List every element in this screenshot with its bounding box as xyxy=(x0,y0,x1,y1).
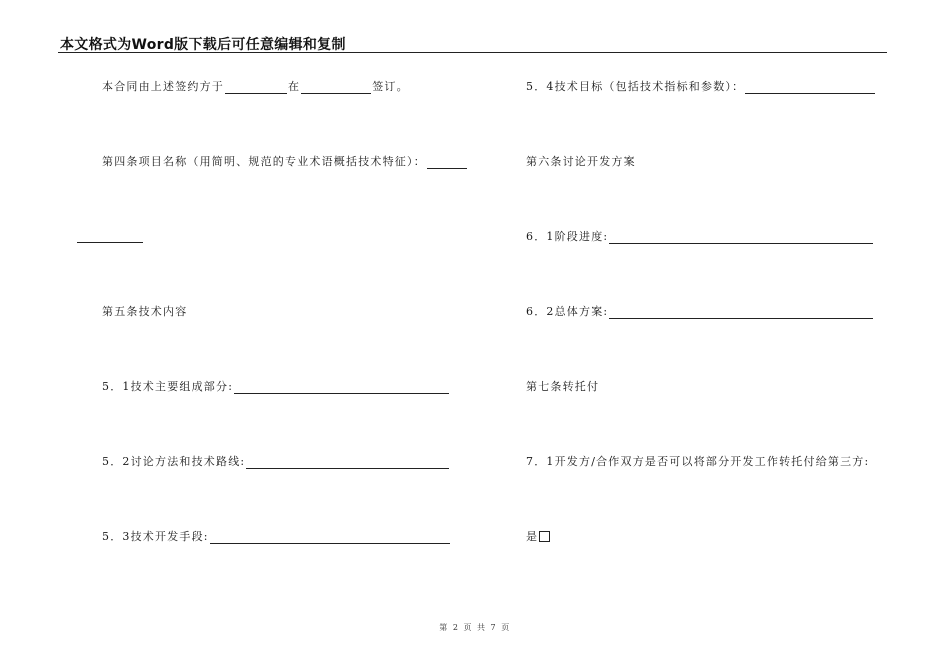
item-6-1 xyxy=(526,230,874,244)
item-6-1-blank[interactable] xyxy=(609,231,873,244)
article-5-text: 第五条技术内容 xyxy=(102,305,188,318)
item-5-2 xyxy=(102,455,450,469)
item-5-3-label: 5．3技术开发手段: xyxy=(102,530,209,543)
signing-text-end: 签订。 xyxy=(372,80,409,93)
item-5-4-blank[interactable] xyxy=(745,81,875,94)
item-5-1-label: 5．1技术主要组成部分: xyxy=(102,380,234,393)
item-5-3-blank[interactable] xyxy=(210,531,450,544)
article-5-heading xyxy=(102,305,187,319)
yes-option-label: 是 xyxy=(526,530,539,543)
document-header-title: 本文格式为Word版下载后可任意编辑和复制 xyxy=(60,37,346,53)
project-name-blank[interactable] xyxy=(427,156,467,169)
signing-text-at: 在 xyxy=(288,80,301,93)
item-5-2-blank[interactable] xyxy=(246,456,449,469)
item-7-1 xyxy=(526,455,869,469)
article-6-heading xyxy=(526,155,636,169)
item-6-2-label: 6．2总体方案: xyxy=(526,305,609,318)
signing-place-blank[interactable] xyxy=(301,81,371,94)
item-6-1-label: 6．1阶段进度: xyxy=(526,230,609,243)
article-4-heading xyxy=(102,155,468,169)
item-5-1 xyxy=(102,380,450,394)
yes-checkbox[interactable] xyxy=(539,531,550,542)
header-divider xyxy=(58,52,887,53)
signing-text-start: 本合同由上述签约方于 xyxy=(102,80,224,93)
article-6-text: 第六条讨论开发方案 xyxy=(526,155,636,168)
item-6-2-blank[interactable] xyxy=(609,306,873,319)
signing-date-blank[interactable] xyxy=(225,81,287,94)
article-4-text: 第四条项目名称（用简明、规范的专业术语概括技术特征）： xyxy=(102,155,426,168)
project-name-continuation xyxy=(76,230,144,243)
signing-statement xyxy=(102,80,409,94)
item-7-1-label: 7．1开发方/合作双方是否可以将部分开发工作转托付给第三方: xyxy=(526,455,870,468)
item-5-3 xyxy=(102,530,451,544)
yes-option xyxy=(526,530,550,544)
item-5-2-label: 5．2讨论方法和技术路线: xyxy=(102,455,246,468)
project-name-blank-continued[interactable] xyxy=(77,230,143,243)
page-number: 第 2 页 共 7 页 xyxy=(439,623,511,632)
item-6-2 xyxy=(526,305,874,319)
item-5-1-blank[interactable] xyxy=(234,381,449,394)
article-7-text: 第七条转托付 xyxy=(526,380,600,393)
item-5-4-label: 5．4技术目标（包括技术指标和参数）： xyxy=(526,80,745,93)
article-7-heading xyxy=(526,380,599,394)
item-5-4 xyxy=(526,80,876,94)
